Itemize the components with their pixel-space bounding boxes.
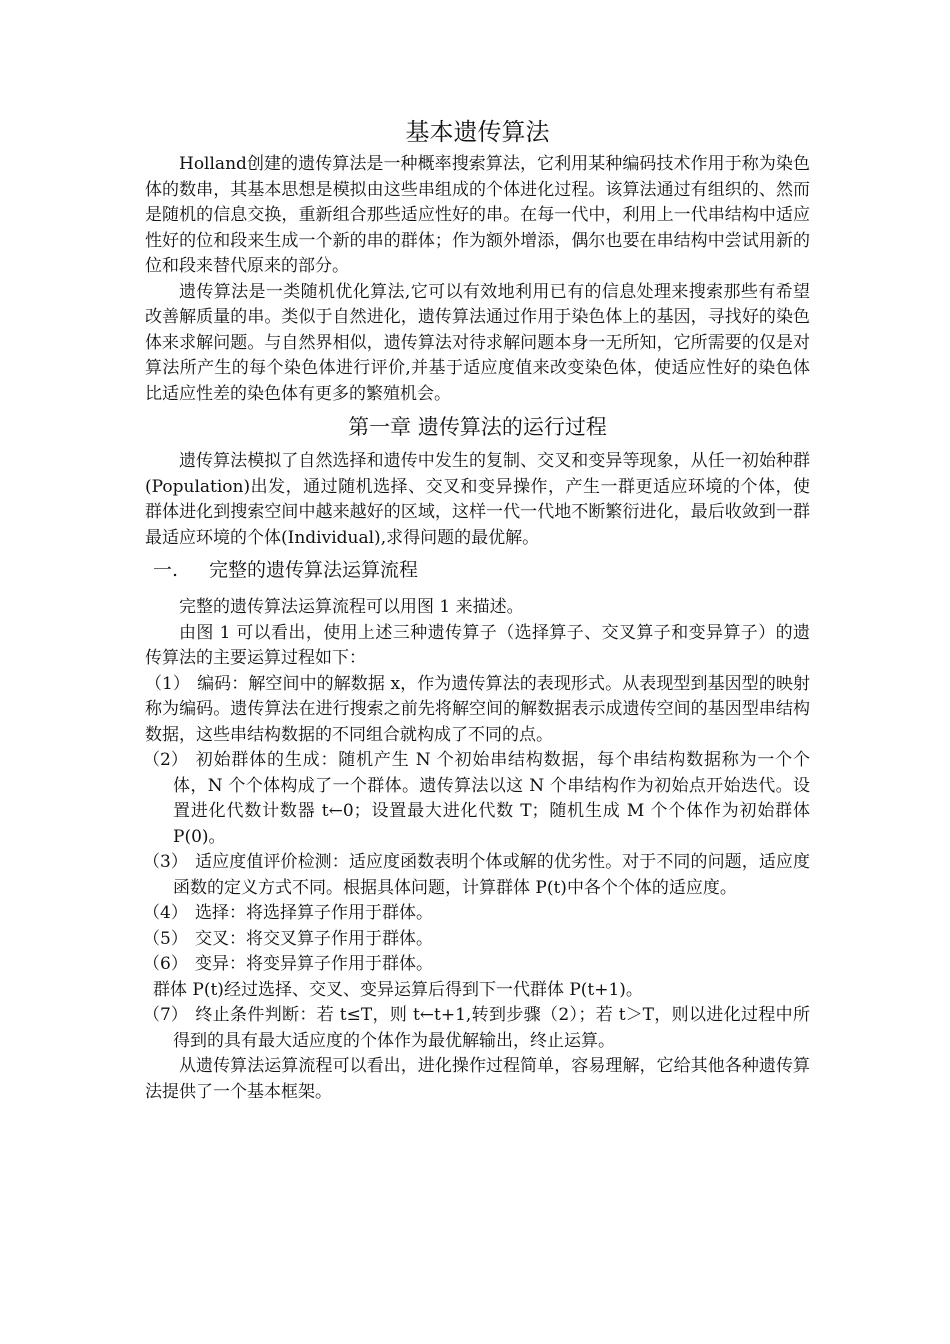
section-1-paragraph-1: 完整的遗传算法运算流程可以用图 1 来描述。 [179, 597, 524, 617]
document-title: 基本遗传算法 [405, 118, 550, 146]
step-7 [145, 1003, 810, 1054]
step-2 [145, 748, 810, 850]
step-text: 适应度值评价检测：适应度函数表明个体或解的优劣性。对于不同的问题，适应度函数的定义方式不同。根据具体问题，计算群体 P(t)中各个个体的适应度。 [173, 852, 810, 898]
step-text: 初始群体的生成：随机产生 N 个初始串结构数据，每个串结构数据称为一个个体，N 个个体构成了一个群体。遗传算法以这 N 个串结构作为初始点开始迭代。设置进化代数计数器 t←0；设置最大进化代数 T；随机生成 M 个个体作为初始群体 P(0)。 [173, 750, 810, 847]
document-page [145, 112, 810, 1105]
step-label: （3） [143, 852, 188, 872]
intro-paragraph-1: Holland创建的遗传算法是一种概率搜索算法，它利用某种编码技术作用于称为染色体的数串，其基本思想是模拟由这些串组成的个体进化过程。该算法通过有组织的、然而是随机的信息交换，重新组合那些适应性好的串。在每一代中，利用上一代串结构中适应性好的位和段来生成一个新的串的群体；作为额外增添，偶尔也要在串结构中尝试用新的位和段来替代原来的部分。 [145, 154, 810, 276]
step-1 [145, 672, 810, 749]
step-text: 交叉：将交叉算子作用于群体。 [195, 928, 433, 949]
step-label: （2） [143, 750, 188, 770]
intro-paragraph-2: 遗传算法是一类随机优化算法,它可以有效地利用已有的信息处理来搜索那些有希望改善解质量的串。类似于自然进化，遗传算法通过作用于染色体上的基因，寻找好的染色体来求解问题。与自然界相似，遗传算法对待求解问题本身一无所知，它所需要的仅是对算法所产生的每个染色体进行评价,并基于适应度值来改变染色体，使适应性好的染色体比适应性差的染色体有更多的繁殖机会。 [145, 281, 810, 404]
step-text: 编码：解空间中的解数据 x，作为遗传算法的表现形式。从表现型到基因型的映射称为编码。遗传算法在进行搜索之前先将解空间的解数据表示成遗传空间的基因型串结构数据，这些串结构数据的不同组合就构成了不同的点。 [145, 673, 810, 745]
step-label: （6） [143, 954, 188, 974]
step-text: 终止条件判断：若 t≤T，则 t←t+1,转到步骤（2）；若 t＞T，则以进化过程中所得到的具有最大适应度的个体作为最优解输出，终止运算。 [173, 1005, 810, 1051]
step-5 [145, 927, 810, 953]
chapter-1-paragraph: 遗传算法模拟了自然选择和遗传中发生的复制、交叉和变异等现象，从任一初始种群(Population)出发，通过随机选择、交叉和变异操作，产生一群更适应环境的个体，使群体进化到搜索空间中越来越好的区域，这样一代一代地不断繁衍进化，最后收敛到一群最适应环境的个体(Individual),求得问题的最优解。 [145, 451, 810, 548]
step-text: 变异：将变异算子作用于群体。 [195, 954, 433, 974]
step-4 [145, 901, 810, 927]
chapter-1-heading: 第一章 遗传算法的运行过程 [348, 415, 607, 439]
step-label: （1） [145, 673, 190, 694]
step-label: （5） [143, 928, 188, 949]
section-1-heading [145, 553, 810, 587]
section-1-title: 完整的遗传算法运算流程 [209, 559, 419, 581]
step-label: （7） [143, 1005, 188, 1025]
step-6 [145, 952, 810, 978]
step-label: （4） [143, 903, 188, 923]
step-3 [145, 850, 810, 901]
population-note: 群体 P(t)经过选择、交叉、变异运算后得到下一代群体 P(t+1)。 [153, 979, 643, 1000]
section-1-number: 一. [153, 559, 179, 581]
closing-paragraph: 从遗传算法运算流程可以看出，进化操作过程简单，容易理解，它给其他各种遗传算法提供了一个基本框架。 [145, 1056, 810, 1102]
section-1-paragraph-2: 由图 1 可以看出，使用上述三种遗传算子（选择算子、交叉算子和变异算子）的遗传算法的主要运算过程如下： [145, 622, 810, 668]
step-text: 选择：将选择算子作用于群体。 [195, 903, 433, 923]
